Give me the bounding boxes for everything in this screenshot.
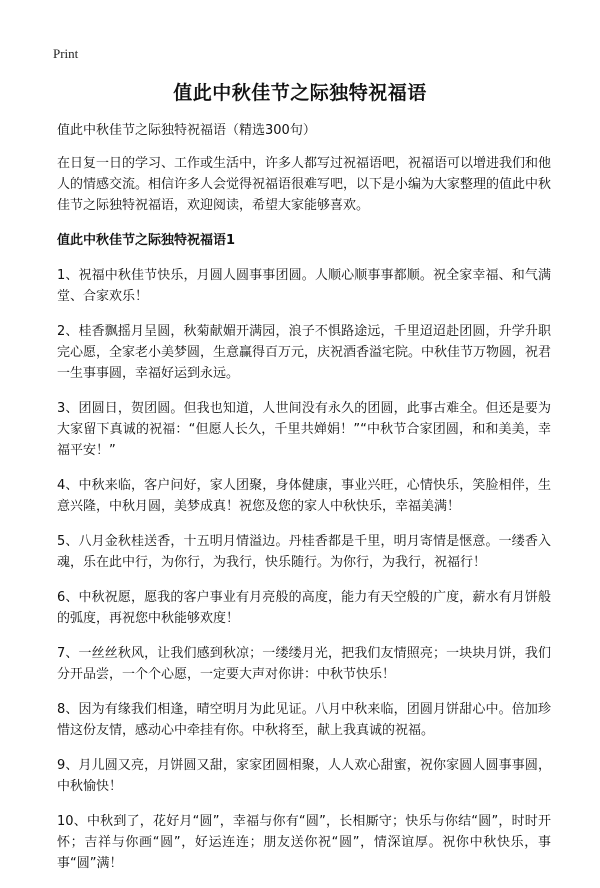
blessing-item-4: 4、中秋来临，客户问好，家人团聚，身体健康，事业兴旺，心情快乐，笑脸相伴，生意兴隆，中秋月圆，美梦成真！祝您及您的家人中秋快乐，幸福美满！ bbox=[57, 478, 551, 514]
article-body bbox=[57, 120, 551, 888]
article-subtitle: 值此中秋佳节之际独特祝福语（精选300句） bbox=[57, 123, 316, 138]
page-title: 值此中秋佳节之际独特祝福语 bbox=[173, 82, 427, 104]
print-link[interactable]: Print bbox=[53, 46, 79, 61]
blessing-item-8: 8、因为有缘我们相逢，晴空明月为此见证。八月中秋来临，团圆月饼甜心中。倍加珍惜这份友情，感动心中牵挂有你。中秋将至，献上我真诚的祝福。 bbox=[57, 702, 551, 738]
blessing-item-6: 6、中秋祝愿，愿我的客户事业有月亮般的高度，能力有天空般的广度，薪水有月饼般的弧度，再祝您中秋能够欢度！ bbox=[57, 590, 551, 626]
blessing-item-1: 1、祝福中秋佳节快乐，月圆人圆事事团圆。人顺心顺事事都顺。祝全家幸福、和气满堂、合家欢乐！ bbox=[57, 268, 551, 304]
blessing-item-7: 7、一丝丝秋风，让我们感到秋凉；一缕缕月光，把我们友情照亮；一块块月饼，我们分开品尝，一个个心愿，一定要大声对你讲：中秋节快乐！ bbox=[57, 646, 551, 682]
intro-paragraph: 在日复一日的学习、工作或生活中，许多人都写过祝福语吧，祝福语可以增进我们和他人的情感交流。相信许多人会觉得祝福语很难写吧，以下是小编为大家整理的值此中秋佳节之际独特祝福语，欢迎阅读，希望大家能够喜欢。 bbox=[57, 156, 552, 213]
blessing-item-9: 9、月儿圆又亮，月饼圆又甜，家家团圆相聚，人人欢心甜蜜，祝你家圆人圆事事圆，中秋愉快！ bbox=[57, 758, 551, 794]
section-heading: 值此中秋佳节之际独特祝福语1 bbox=[57, 233, 236, 248]
blessing-item-5: 5、八月金秋桂送香，十五明月情溢边。丹桂香都是千里，明月寄情是惬意。一缕香入魂，乐在此中行，为你行，为我行，快乐随行。为你行，为我行，祝福行！ bbox=[57, 534, 551, 570]
blessing-item-2: 2、桂香飘摇月呈圆，秋菊献媚开满园，浪子不惧路途远，千里迢迢赴团圆，升学升职完心愿，全家老小美梦圆，生意赢得百万元，庆祝酒香溢宅院。中秋佳节万物圆，祝君一生事事圆，幸福好运到永远。 bbox=[57, 324, 552, 381]
blessing-item-10: 10、中秋到了，花好月“圆”，幸福与你有“圆”，长相厮守；快乐与你结“圆”，时时开怀；吉祥与你画“圆”，好运连连；朋友送你祝“圆”，情深谊厚。祝你中秋快乐，事事“圆”满！ bbox=[57, 814, 551, 871]
blessing-item-3: 3、团圆日，贺团圆。但我也知道，人世间没有永久的团圆，此事古难全。但还是要为大家留下真诚的祝福：“但愿人长久，千里共婵娟！”“中秋节合家团圆，和和美美，幸福平安！” bbox=[57, 401, 551, 458]
